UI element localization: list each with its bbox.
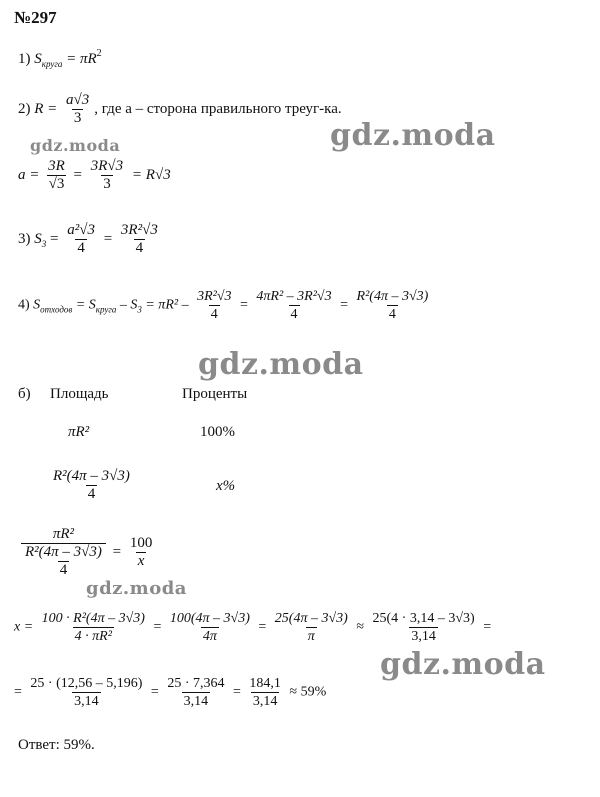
column-percent-header: Проценты — [182, 386, 248, 402]
step-3: 3) $S_3$ = $\frac{\text{a²√3}}{4}$ = $\frac{\text{3R²√3}}{4}$ — [18, 222, 158, 256]
area-circle: πR² — [68, 424, 90, 440]
percent-x: x% — [216, 478, 236, 494]
proportion: $\frac{\text{πR²}}{\frac{\text{R²(4π – 3√3)}}{4}}$ = $\frac{100}{x}$ — [18, 526, 157, 579]
step-4: 4) $S_{отходов} = S_{круга} - S_3 = \pi R^2$ – $\frac{\text{3R²√3}}{4}$ = $\frac{\text{4πR² – 3R²√3}}{4}$ = $\frac{\text{R²(4π – 3√3)}}{4}$ — [18, 289, 429, 322]
watermark: gdz.moda — [30, 136, 121, 155]
problem-number: №297 — [14, 8, 57, 27]
part-b-label: б) — [18, 386, 31, 402]
calc-line-1: x = $\frac{\text{100 · R²(4π – 3√3)}}{\text{4 · πR²}}$ = $\frac{100(4\pi - 3√3)}{4\pi}$ = $\frac{25(4\pi - 3√3)}{\pi}$ ≈ $\frac{25(4 \cdot 3,14 - 3√3)}{3,14}$ = — [14, 611, 492, 644]
column-area-header: Площадь — [50, 386, 109, 402]
watermark: gdz.moda — [198, 347, 364, 382]
watermark: gdz.moda — [86, 578, 187, 599]
step-1: 1) $S_{круга} = \pi R^2$ — [18, 48, 102, 69]
watermark: gdz.moda — [380, 647, 546, 682]
watermark: gdz.moda — [330, 118, 496, 153]
step-2b: a = $\frac{3R}{√3}$ = $\frac{3R√3}{3}$ = R√3 — [18, 158, 171, 192]
area-waste: $\frac{\text{R²(4π – 3√3)}}{4}$ — [53, 468, 130, 502]
percent-100: 100% — [200, 424, 235, 440]
step-2: 2) R = $\frac{a√3}{3}$ , где a – сторона правильного треуг-ка. — [18, 92, 342, 126]
answer: Ответ: 59%. — [18, 737, 95, 753]
calc-line-2: = $\frac{25 \cdot (12,56 - 5,196)}{3,14}$ = $\frac{25 \cdot 7,364}{3,14}$ = $\frac{184,1}{3,14}$ ≈ 59% — [14, 676, 327, 709]
